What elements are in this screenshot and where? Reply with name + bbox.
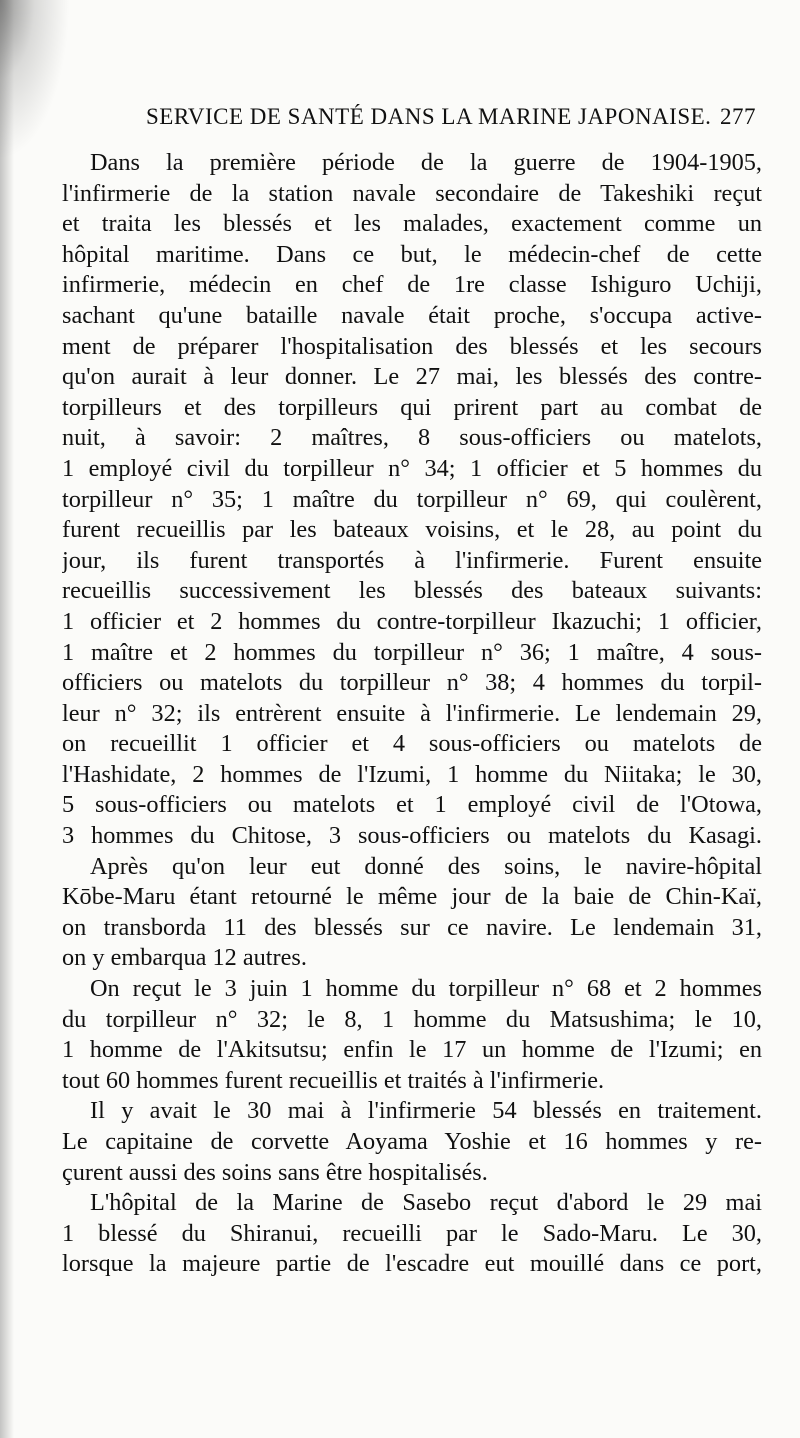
text-line: Il y avait le 30 mai à l'infirmerie 54 blessés en traitement. bbox=[90, 1097, 762, 1125]
text-line: 3 hommes du Chitose, 3 sous-officiers ou matelots du Kasagi. bbox=[62, 822, 762, 850]
running-title: SERVICE DE SANTÉ DANS LA MARINE JAPONAISE. bbox=[146, 104, 712, 129]
page-number: 277 bbox=[720, 104, 756, 129]
text-line: on transborda 11 des blessés sur ce navire. Le lendemain 31, bbox=[62, 913, 762, 941]
text-line: l'Hashidate, 2 hommes de l'Izumi, 1 homme du Niitaka; le 30, bbox=[62, 760, 762, 788]
text-line: torpilleurs et des torpilleurs qui prirent part au combat de bbox=[62, 393, 762, 421]
text-line: Kōbe-Maru étant retourné le même jour de la baie de Chin-Kaï, bbox=[62, 883, 762, 911]
text-line: infirmerie, médecin en chef de 1re classe Ishiguro Uchiji, bbox=[62, 271, 762, 299]
text-line: tout 60 hommes furent recueillis et traités à l'infirmerie. bbox=[62, 1066, 605, 1094]
text-line: 5 sous-officiers ou matelots et 1 employé civil de l'Otowa, bbox=[62, 791, 762, 819]
text-line: 1 maître et 2 hommes du torpilleur n° 36; 1 maître, 4 sous- bbox=[62, 638, 762, 666]
text-line: Après qu'on leur eut donné des soins, le navire-hôpital bbox=[90, 852, 762, 880]
text-line: leur n° 32; ils entrèrent ensuite à l'infirmerie. Le lendemain 29, bbox=[62, 699, 762, 727]
text-line: On reçut le 3 juin 1 homme du torpilleur n° 68 et 2 hommes bbox=[90, 975, 762, 1003]
text-line: lorsque la majeure partie de l'escadre eut mouillé dans ce port, bbox=[62, 1250, 762, 1278]
text-line: on y embarqua 12 autres. bbox=[62, 944, 307, 972]
text-line: hôpital maritime. Dans ce but, le médecin-chef de cette bbox=[62, 240, 762, 268]
text-line: officiers ou matelots du torpilleur n° 38; 4 hommes du torpil- bbox=[62, 669, 762, 697]
text-line: ment de préparer l'hospitalisation des blessés et les secours bbox=[62, 332, 762, 360]
page-header bbox=[146, 104, 756, 138]
text-line: 1 homme de l'Akitsutsu; enfin le 17 un homme de l'Izumi; en bbox=[62, 1036, 762, 1064]
text-line: çurent aussi des soins sans être hospitalisés. bbox=[62, 1158, 488, 1186]
text-line: et traita les blessés et les malades, exactement comme un bbox=[62, 210, 762, 238]
text-line: jour, ils furent transportés à l'infirmerie. Furent ensuite bbox=[62, 546, 762, 574]
text-line: 1 employé civil du torpilleur n° 34; 1 officier et 5 hommes du bbox=[62, 454, 762, 482]
body-text bbox=[62, 148, 762, 1280]
text-line: Le capitaine de corvette Aoyama Yoshie et 16 hommes y re- bbox=[62, 1128, 762, 1155]
text-line: L'hôpital de la Marine de Sasebo reçut d'abord le 29 mai bbox=[90, 1189, 762, 1217]
text-line: 1 officier et 2 hommes du contre-torpilleur Ikazuchi; 1 officier, bbox=[62, 607, 762, 635]
text-line: 1 blessé du Shiranui, recueilli par le Sado-Maru. Le 30, bbox=[62, 1219, 762, 1247]
text-line: sachant qu'une bataille navale était proche, s'occupa active- bbox=[62, 301, 762, 329]
text-line: furent recueillis par les bateaux voisins, et le 28, au point du bbox=[62, 516, 762, 544]
text-line: torpilleur n° 35; 1 maître du torpilleur n° 69, qui coulèrent, bbox=[62, 485, 762, 513]
text-line: recueillis successivement les blessés des bateaux suivants: bbox=[62, 577, 762, 605]
text-line: on recueillit 1 officier et 4 sous-officiers ou matelots de bbox=[62, 730, 762, 758]
text-line: qu'on aurait à leur donner. Le 27 mai, les blessés des contre- bbox=[62, 363, 762, 391]
text-line: Dans la première période de la guerre de 1904-1905, bbox=[90, 149, 762, 176]
text-line: nuit, à savoir: 2 maîtres, 8 sous-officiers ou matelots, bbox=[62, 424, 762, 452]
scan-edge bbox=[0, 0, 14, 1438]
text-line: l'infirmerie de la station navale secondaire de Takeshiki reçut bbox=[62, 179, 762, 207]
text-line: du torpilleur n° 32; le 8, 1 homme du Matsushima; le 10, bbox=[62, 1005, 762, 1033]
